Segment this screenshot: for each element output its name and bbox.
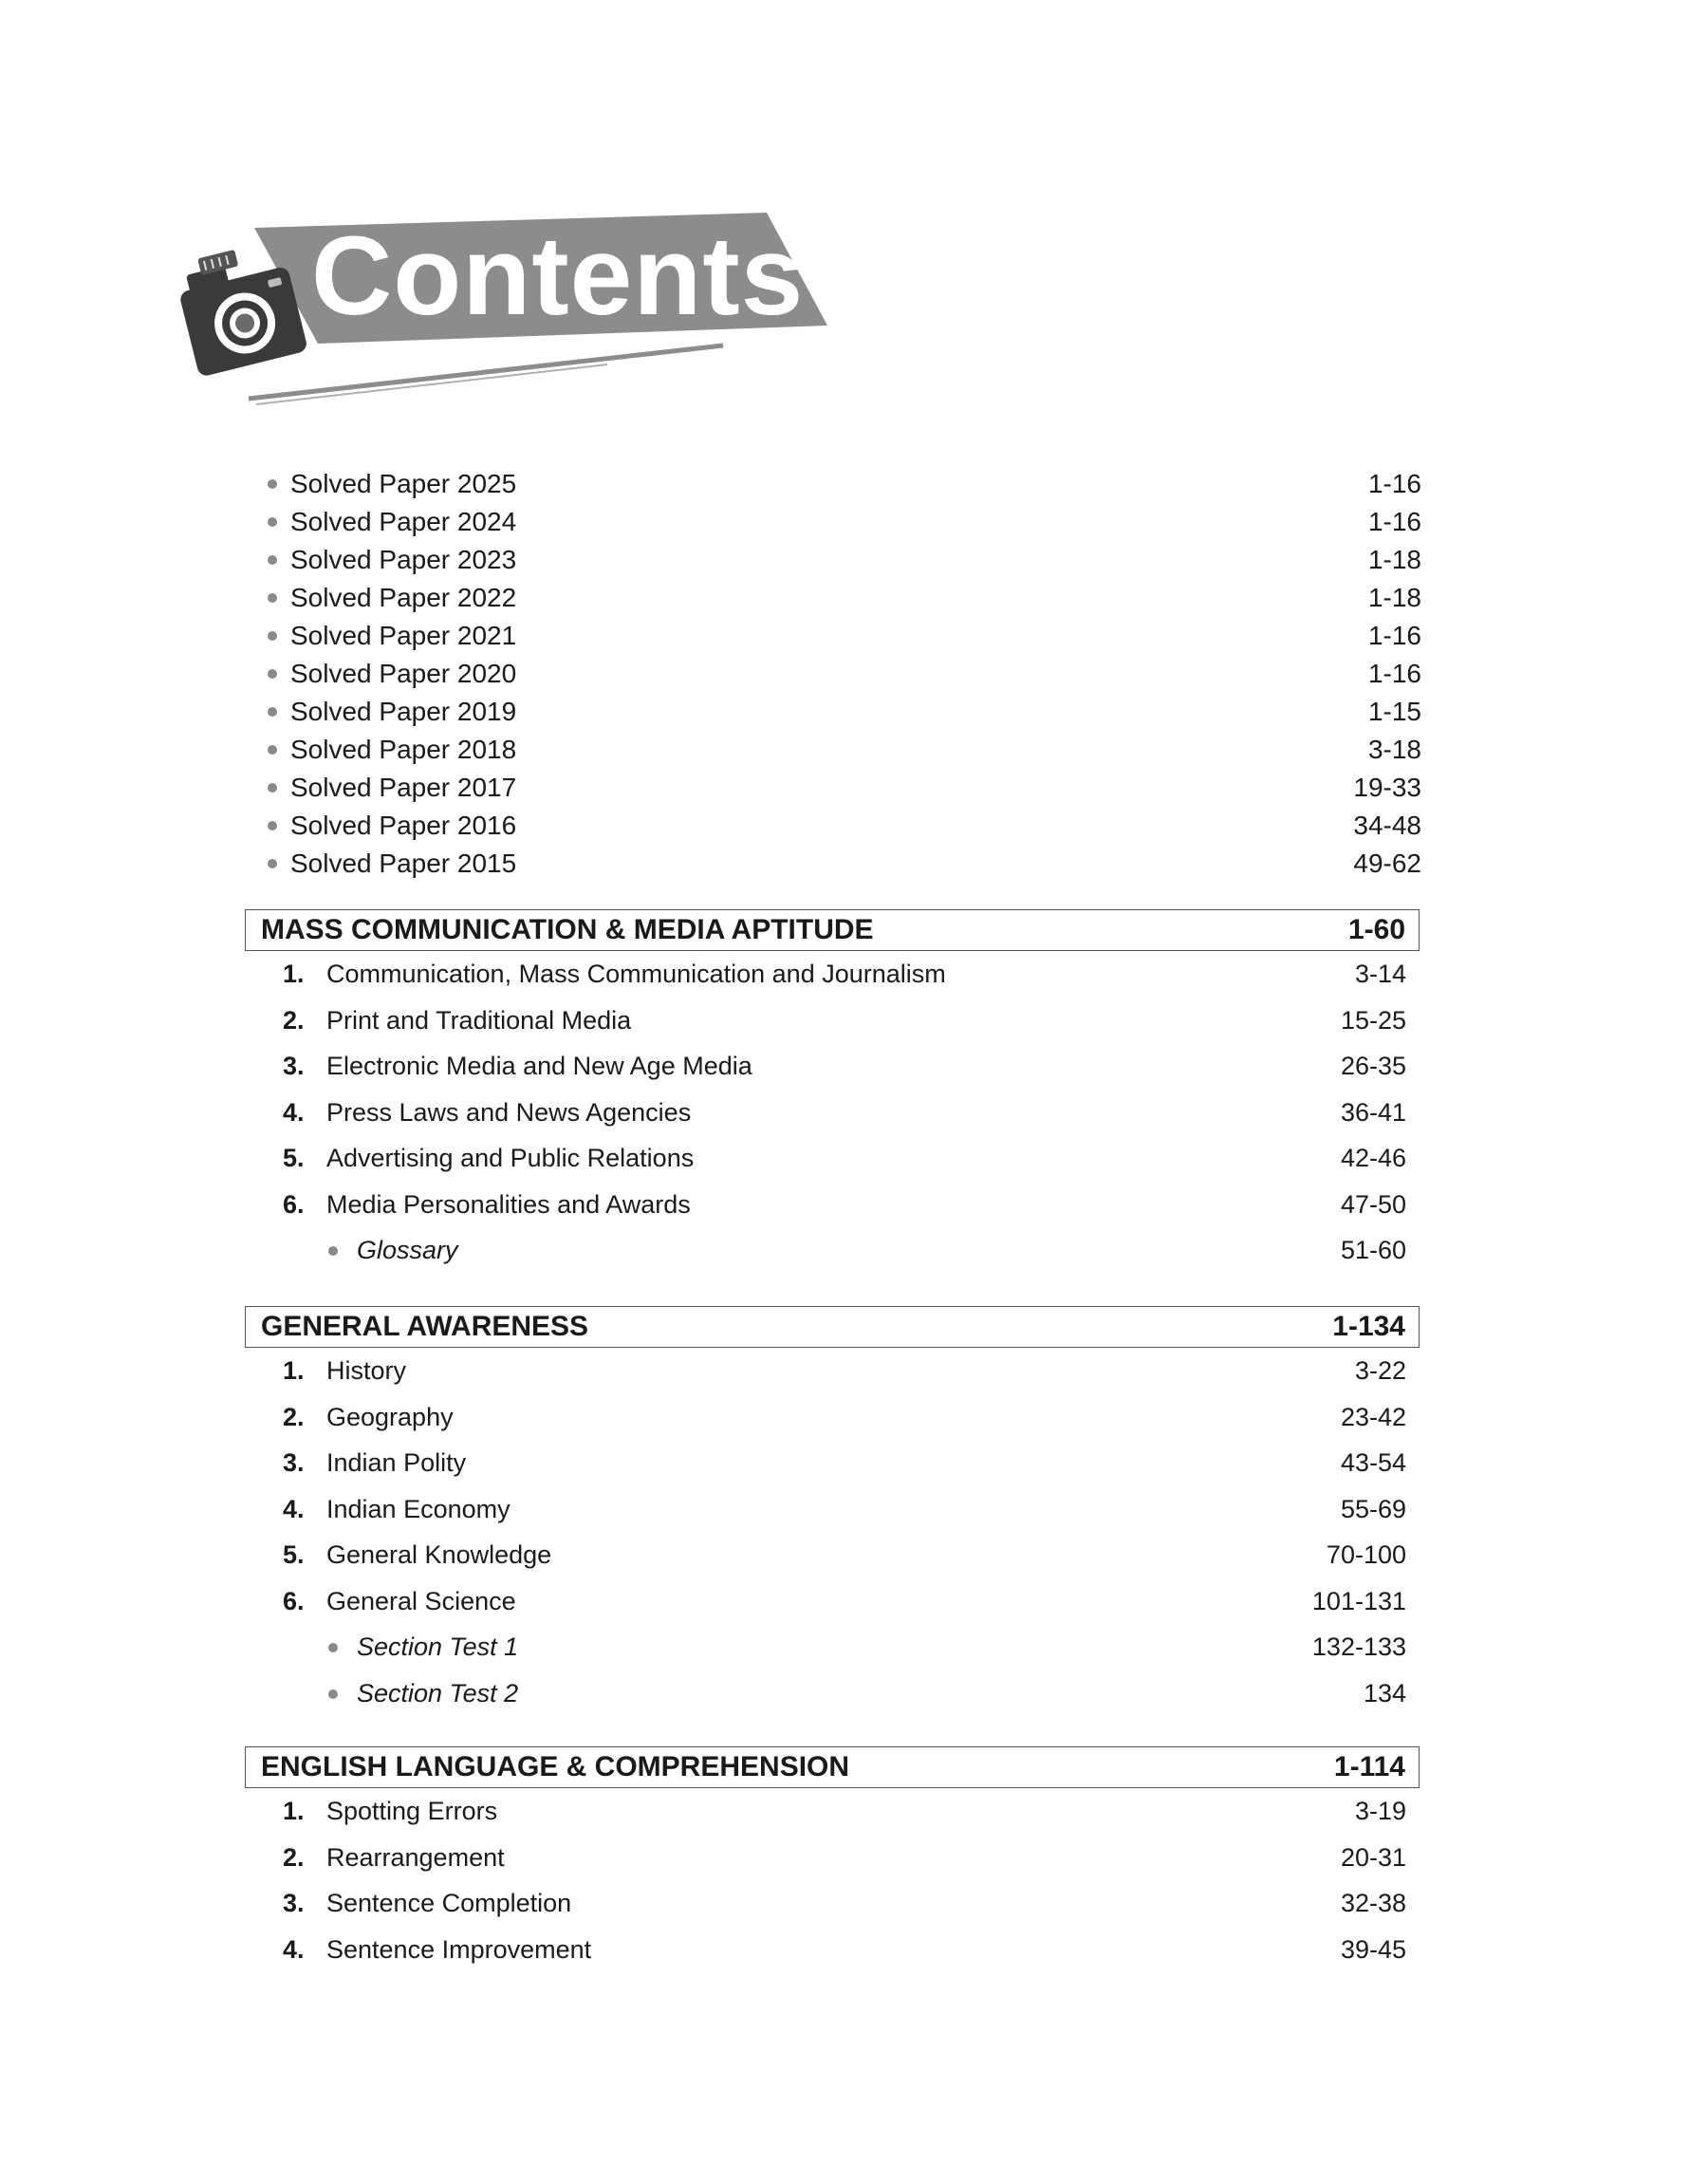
chapter-pages: 3-22 [1354,1356,1406,1385]
chapter-row[interactable] [245,1348,1420,1394]
section-items [245,1788,1420,1972]
chapter-number: 1. [283,1356,305,1385]
solved-paper-row[interactable] [264,655,1421,693]
chapter-pages: 134 [1363,1678,1406,1707]
chapter-label: Glossary [357,1236,458,1264]
solved-paper-row[interactable] [264,503,1421,541]
solved-papers-list [264,465,1421,883]
solved-paper-row[interactable] [264,731,1421,769]
bullet-icon [268,555,277,565]
chapter-number: 2. [283,1842,305,1872]
chapter-label: General Science [326,1586,516,1615]
chapter-label: Media Personalities and Awards [326,1189,691,1219]
solved-paper-pages: 34-48 [1353,811,1421,840]
solved-paper-label: Solved Paper 2016 [290,811,517,840]
chapter-row[interactable] [245,1090,1420,1136]
solved-paper-label: Solved Paper 2015 [290,849,517,878]
chapter-label: Print and Traditional Media [326,1005,632,1035]
bullet-icon [268,783,277,793]
section-title: ENGLISH LANGUAGE & COMPREHENSION [261,1751,850,1782]
chapter-label: Sentence Completion [326,1889,572,1917]
chapter-pages: 39-45 [1340,1934,1406,1964]
chapter-label: Indian Economy [326,1494,511,1523]
header-banner [0,0,1708,446]
chapter-row[interactable] [245,998,1420,1044]
solved-paper-row[interactable] [264,693,1421,731]
chapter-pages: 55-69 [1340,1494,1406,1523]
chapter-pages: 42-46 [1340,1144,1406,1172]
chapter-number: 6. [283,1586,305,1615]
section-general-awareness [245,1306,1420,1716]
chapter-label: Section Test 2 [357,1678,519,1707]
chapter-row[interactable] [245,1788,1420,1835]
solved-paper-row[interactable] [264,579,1421,617]
chapter-label: Rearrangement [326,1842,505,1872]
chapter-row[interactable] [245,1135,1420,1182]
solved-paper-row[interactable] [264,541,1421,579]
chapter-pages: 132-133 [1311,1633,1406,1661]
section-header[interactable] [245,1306,1420,1348]
chapter-pages: 15-25 [1340,1005,1406,1035]
solved-paper-row[interactable] [264,617,1421,655]
sub-item-row[interactable] [245,1624,1420,1670]
solved-paper-pages: 1-16 [1367,507,1421,536]
banner-underline [249,345,723,399]
chapter-label: Section Test 1 [357,1633,519,1661]
chapter-number: 1. [283,960,305,988]
chapter-label: Indian Polity [326,1448,467,1477]
section-items [245,951,1420,1274]
chapter-number: 6. [283,1189,305,1219]
section-title: MASS COMMUNICATION & MEDIA APTITUDE [261,914,874,945]
bullet-icon [328,1689,338,1699]
section-header[interactable] [245,909,1420,951]
section-pages: 1-60 [1347,914,1405,945]
solved-paper-row[interactable] [264,465,1421,503]
bullet-icon [268,859,277,868]
bullet-icon [268,745,277,755]
chapter-pages: 51-60 [1340,1236,1406,1264]
sub-item-row[interactable] [245,1670,1420,1717]
chapter-number: 2. [283,1402,305,1431]
chapter-row[interactable] [245,1835,1420,1881]
chapter-label: Electronic Media and New Age Media [326,1052,752,1080]
chapter-number: 3. [283,1889,305,1917]
chapter-pages: 101-131 [1311,1586,1406,1615]
solved-paper-pages: 19-33 [1353,773,1421,802]
chapter-pages: 43-54 [1340,1448,1406,1477]
bullet-icon [268,479,277,489]
section-header[interactable] [245,1746,1420,1788]
chapter-number: 5. [283,1144,305,1172]
section-pages: 1-134 [1332,1311,1405,1342]
chapter-label: Communication, Mass Communication and Journalism [326,960,946,988]
chapter-row[interactable] [245,1394,1420,1441]
chapter-number: 4. [283,1494,305,1523]
solved-paper-pages: 1-16 [1367,469,1421,498]
banner-underline-thin [256,364,607,404]
bullet-icon [268,707,277,717]
solved-paper-label: Solved Paper 2022 [290,583,517,612]
bullet-icon [328,1246,338,1256]
chapter-number: 4. [283,1934,305,1964]
chapter-label: Geography [326,1402,454,1431]
solved-paper-label: Solved Paper 2025 [290,469,517,498]
sub-item-row[interactable] [245,1227,1420,1274]
bullet-icon [268,669,277,679]
chapter-label: Advertising and Public Relations [326,1144,695,1172]
solved-paper-pages: 1-15 [1367,697,1421,726]
section-items [245,1348,1420,1716]
solved-paper-label: Solved Paper 2019 [290,697,517,726]
chapter-pages: 36-41 [1340,1097,1406,1127]
solved-paper-pages: 3-18 [1367,735,1421,764]
chapter-row[interactable] [245,1043,1420,1090]
bullet-icon [268,821,277,830]
solved-paper-pages: 1-18 [1367,545,1421,574]
section-pages: 1-114 [1333,1751,1405,1782]
solved-paper-row[interactable] [264,769,1421,807]
solved-paper-label: Solved Paper 2024 [290,507,517,536]
chapter-row[interactable] [245,1486,1420,1533]
section-title: GENERAL AWARENESS [261,1311,589,1342]
bullet-icon [268,517,277,527]
chapter-row[interactable] [245,1182,1420,1228]
page-title: Contents [311,214,805,339]
contents-header [0,0,1708,446]
chapter-label: History [326,1356,407,1385]
bullet-icon [328,1643,338,1652]
bullet-icon [268,631,277,641]
solved-paper-label: Solved Paper 2020 [290,659,517,688]
chapter-number: 5. [283,1540,305,1569]
chapter-label: Press Laws and News Agencies [326,1097,692,1127]
chapter-pages: 3-14 [1354,960,1406,988]
solved-paper-pages: 49-62 [1353,849,1421,878]
chapter-pages: 47-50 [1340,1189,1406,1219]
chapter-pages: 23-42 [1340,1402,1406,1431]
chapter-label: Spotting Errors [326,1797,498,1825]
chapter-pages: 26-35 [1340,1052,1406,1080]
solved-paper-row[interactable] [264,845,1421,883]
solved-paper-row[interactable] [264,807,1421,845]
chapter-number: 1. [283,1797,305,1825]
chapter-row[interactable] [245,1880,1420,1927]
chapter-number: 3. [283,1448,305,1477]
solved-paper-label: Solved Paper 2018 [290,735,517,764]
chapter-pages: 32-38 [1340,1889,1406,1917]
chapter-pages: 20-31 [1340,1842,1406,1872]
chapter-row[interactable] [245,1578,1420,1625]
solved-paper-label: Solved Paper 2021 [290,621,517,650]
chapter-row[interactable] [245,1440,1420,1486]
solved-paper-pages: 1-16 [1367,659,1421,688]
chapter-pages: 70-100 [1326,1540,1406,1569]
bullet-icon [268,593,277,603]
solved-paper-pages: 1-18 [1367,583,1421,612]
solved-paper-label: Solved Paper 2017 [290,773,517,802]
chapter-row[interactable] [245,1532,1420,1578]
chapter-number: 4. [283,1097,305,1127]
solved-paper-pages: 1-16 [1367,621,1421,650]
chapter-number: 2. [283,1005,305,1035]
chapter-row[interactable] [245,951,1420,998]
chapter-row[interactable] [245,1927,1420,1973]
chapter-label: Sentence Improvement [326,1934,592,1964]
section-english-language [245,1746,1420,1972]
chapter-label: General Knowledge [326,1540,552,1569]
section-mass-communication [245,909,1420,1274]
solved-paper-label: Solved Paper 2023 [290,545,517,574]
chapter-pages: 3-19 [1354,1797,1406,1825]
chapter-number: 3. [283,1052,305,1080]
